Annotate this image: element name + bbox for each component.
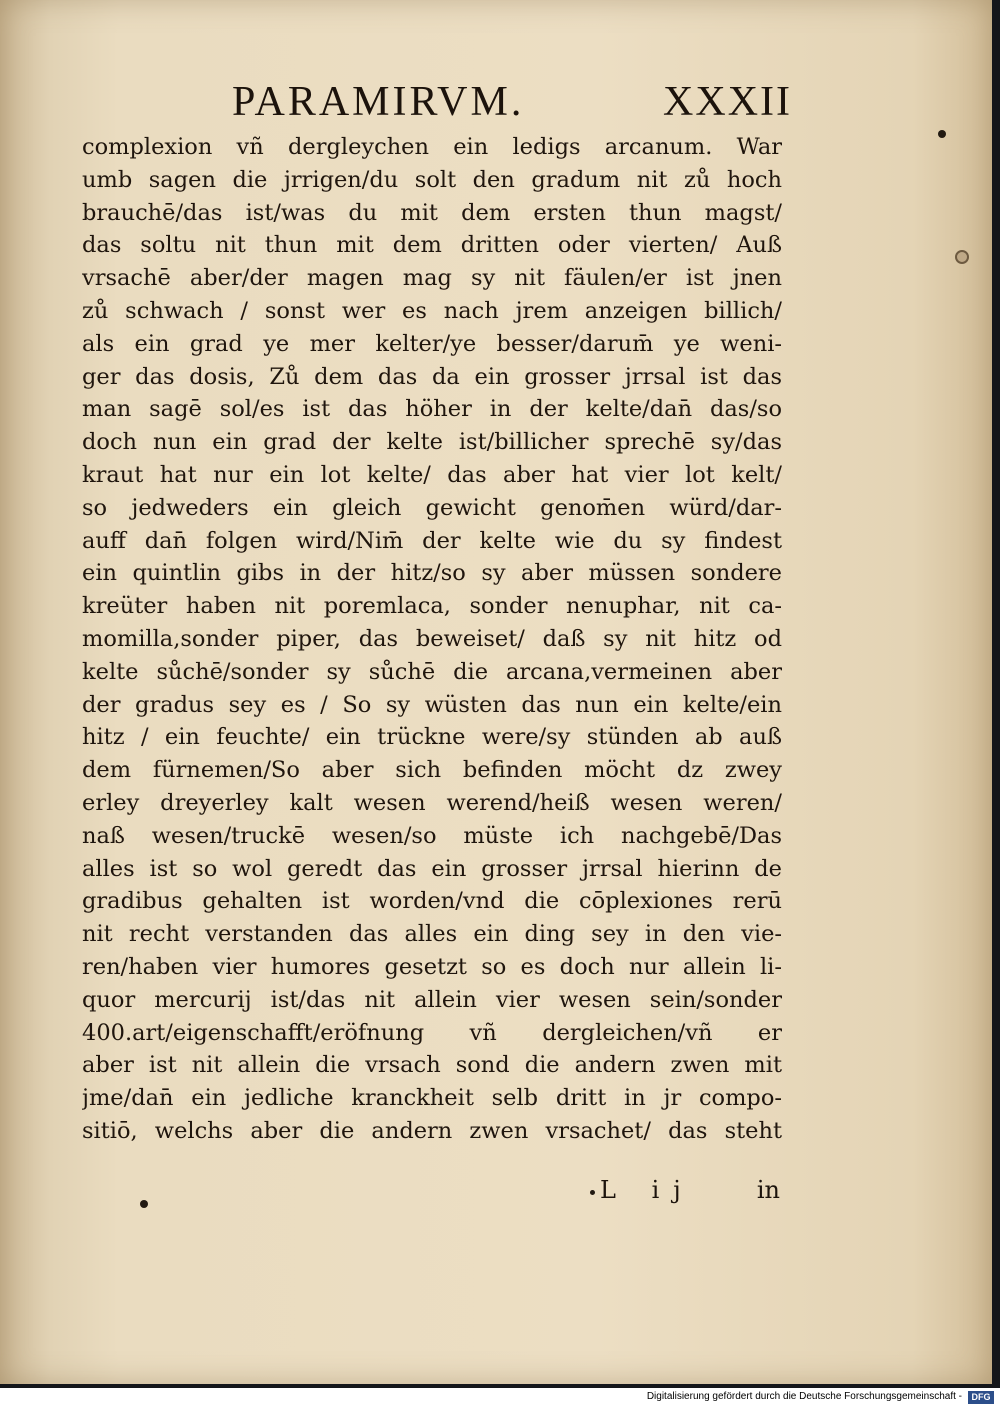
text-line: der gradus sey es / So sy wüsten das nun ein kelte/ein: [82, 691, 782, 718]
text-line: naß wesen/truckē wesen/so müste ich nachgebē/Das: [82, 822, 782, 849]
text-line: nit recht verstanden das alles ein ding sey in den vie-: [82, 921, 782, 948]
text-line: dem fürnemen/So aber sich befinden möcht dz zwey: [82, 757, 782, 784]
text-line: quor mercurij ist/das nit allein vier wesen sein/sonder: [82, 986, 782, 1013]
credit-text: Digitalisierung gefördert durch die Deutsche Forschungsgemeinschaft -: [646, 1391, 962, 1402]
text-line: 400.art/eigenschafft/eröfnung vñ dergleichen/vñ er: [82, 1019, 782, 1046]
text-line: sitiō, welchs aber die andern zwen vrsachet/ das steht: [82, 1117, 782, 1144]
ink-speck: [140, 1200, 148, 1208]
page-header: [232, 78, 792, 128]
signature-mark: L ij: [600, 1176, 695, 1204]
page-footer: [560, 1176, 780, 1216]
text-line: complexion vñ dergleychen ein ledigs arcanum. War: [82, 134, 782, 160]
text-block: [82, 131, 782, 1148]
text-line: hitz / ein feuchte/ ein trückne were/sy stünden ab auß: [82, 724, 782, 751]
text-line: vrsachē aber/der magen mag sy nit fäulen/er ist jnen: [82, 265, 782, 292]
text-line: alles ist so wol geredt das ein grosser jrrsal hierinn de: [82, 855, 782, 882]
text-line: ren/haben vier humores gesetzt so es doch nur allein li-: [82, 953, 782, 980]
text-line: man sagē sol/es ist das höher in der kelte/dan̄ das/so: [82, 396, 782, 423]
text-line: ein quintlin gibs in der hitz/so sy aber müssen sondere: [82, 560, 782, 587]
text-line: kraut hat nur ein lot kelte/ das aber hat vier lot kelt/: [82, 461, 782, 488]
binding-hole: [955, 250, 969, 264]
text-line: auff dan̄ folgen wird/Nim̄ der kelte wie du sy findest: [82, 527, 782, 554]
dfg-logo: DFG: [968, 1391, 994, 1404]
text-line: brauchē/das ist/was du mit dem ersten thun magst/: [82, 199, 782, 226]
text-line: erley dreyerley kalt wesen werend/heiß wesen weren/: [82, 789, 782, 816]
text-line: kreüter haben nit poremlaca, sonder nenuphar, nit ca-: [82, 593, 782, 620]
text-line: so jedweders ein gleich gewicht genom̄en würd/dar-: [82, 494, 782, 521]
text-line: momilla,sonder piper, das beweiset/ daß sy nit hitz od: [82, 625, 782, 652]
text-line: zů schwach / sonst wer es nach jrem anzeigen billich/: [82, 297, 782, 324]
text-line: ger das dosis, Zů dem das da ein grosser jrrsal ist das: [82, 363, 782, 390]
text-line: kelte sůchē/sonder sy sůchē die arcana,vermeinen aber: [82, 658, 782, 685]
text-line: gradibus gehalten ist worden/vnd die cōplexiones rerū: [82, 888, 782, 915]
text-line: aber ist nit allein die vrsach sond die andern zwen mit: [82, 1052, 782, 1079]
credit-bar: [0, 1388, 1000, 1408]
catchword: in: [756, 1176, 780, 1204]
running-title: PARAMIRVM.: [232, 79, 525, 125]
text-line: umb sagen die jrrigen/du solt den gradum nit zů hoch: [82, 166, 782, 193]
text-line: als ein grad ye mer kelter/ye besser/darum̄ ye weni-: [82, 330, 782, 357]
folio-number: XXXII: [663, 79, 792, 125]
text-line: das soltu nit thun mit dem dritten oder vierten/ Auß: [82, 232, 782, 259]
text-line: doch nun ein grad der kelte ist/billicher sprechē sy/das: [82, 429, 782, 456]
ink-speck: [590, 1190, 595, 1195]
ink-speck: [938, 130, 946, 138]
text-line: jme/dan̄ ein jedliche kranckheit selb dritt in jr compo-: [82, 1085, 782, 1112]
